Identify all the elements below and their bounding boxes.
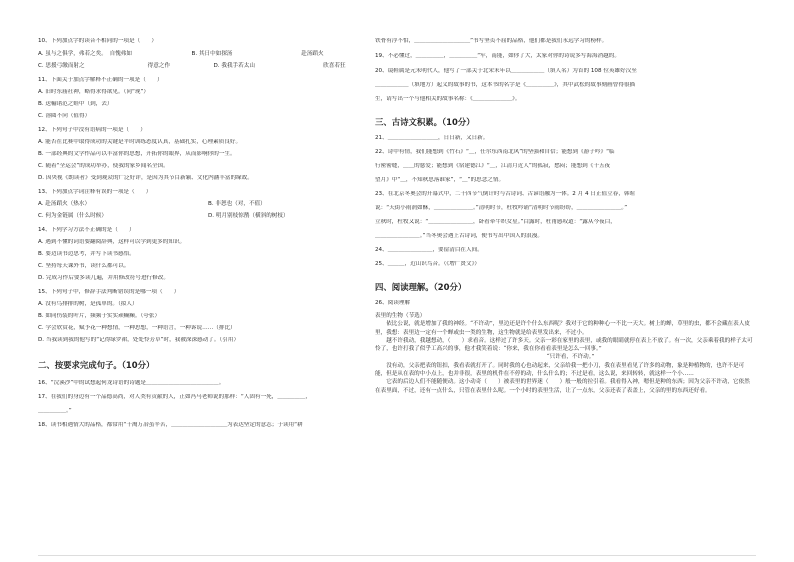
right-column (375, 38, 755, 395)
question-20-line1: 20、镜鞋属是元末明代人，他写了一部关于北宋末年以＿＿＿＿＿＿（填人名）为首的 108 位英雄好汉至 (375, 68, 637, 74)
question-12-stem: 12、下列句子中没有语病的一项是（ ） (38, 127, 146, 133)
question-13-options-row1 (38, 201, 378, 208)
article-title: 表里的生物（节选） (375, 313, 426, 319)
question-14-option-d: D. 完成习作后要多读几遍，并用修改符号进行修改。 (38, 275, 169, 281)
q10-option: 欣喜若狂 (323, 63, 346, 69)
question-14-option-c: C. 坚持每天课外书，读什么都可以。 (38, 263, 130, 269)
question-15-option-c: C. 学会欣赏花，赋予花一种想情，一种思想，一种语言，一种诉说……（排比） (38, 325, 236, 331)
question-11-stem: 11、下面关于加点字解释不正确的一项是（ ） (38, 77, 163, 83)
article-paragraph: 没有动，父亲把表的钮扣，我看表就打开了。同时我的心也动起来，父亲给我一把小刀，我在表里看见了许多的动物，象是种植物的，也许不是可能，但是从在表的中小点上，也并非很，表里的机件在不停的动，什么什么的；不过是看，这么说，来回转转，就这样一个小…… (375, 362, 745, 378)
question-14-option-b: B. 要边读书边思考，并写下读书感悟。 (38, 251, 135, 257)
question-11-option-b: B. 送輸诸范之蛙中（到，去） (38, 101, 113, 107)
question-18-continued: 铁骨有浮不怕，＿＿＿＿＿＿＿＿＿＿”书写坚贞不屈的品格，他们都是我们永远学习的榜样。 (375, 38, 608, 44)
question-19: 19、不必懂过，＿＿＿＿＿，＿＿＿＿＿“牢，南能，如你了大，太家对你的诗说多写海海消越的。 (375, 53, 620, 59)
question-23-line3: 立秋时，杜牧又说：“＿＿＿＿＿＿＿＿，卧看牵牛织女星。”白露时，杜甫感叹道：“露从今夜白， (375, 219, 616, 225)
question-15-option-b: B. 如同伤装的叶片，频频于实实顽癫癫。（夸张） (38, 313, 161, 319)
article-paragraph: 越不许我动，我越想动，（ ）求看音。这样过了许多天。父亲一彩在家里的表里，或我的眼睛就停在表上不放了。有一次，父亲乘着我的样子太可怜了，也许打我了似乎工高兴的事，他才我笑着说：“你来，我在你看看表里是怎么一回事。” (375, 337, 753, 353)
question-21: 21、＿＿＿＿＿＿＿＿＿，日日新，又日新。 (375, 135, 489, 141)
question-22-line3: 望月》中“＿，不知秋思落谁家”，“＿”的思念之情。 (375, 177, 505, 183)
question-11-option-a: A. 旧时东庙社神，略得求得欲见。（同“现”） (38, 89, 149, 95)
question-12-option-a: A. 能否在比赛中取得成功的关键是平时训练态度认真，基础扎实，心理素质良好。 (38, 139, 242, 145)
reading-article (375, 312, 755, 395)
q13-option: B. 非恕也（对，不值） (208, 201, 266, 207)
question-10-options-row2 (38, 63, 378, 70)
question-15-option-d: D. 当我读到我的他写的“记得绿罗裙，处处怜芳草”时，我被深深感动了。（引用） (38, 337, 240, 343)
q13-option: A. 赴汤蹈火（热水） (38, 201, 91, 207)
question-10-stem: 10、下列加点字的读音不相同的一项是（ ） (38, 38, 157, 44)
question-20-line2: ＿＿＿＿＿＿（填地方）起义的故事的书，这本书的名字是《＿＿＿＿＿》，其中武松的故事刻画曾得很描 (375, 82, 636, 88)
q13-option: D. 明月别枝惊鹊（横斜的树枝） (208, 213, 289, 219)
question-14-stem: 14、下列学习方法不正确的是（ ） (38, 227, 135, 233)
question-22-line2: 行密密缝，＿＿的慈爱；能想到《宿建德江》“＿，江清月近人”的孤寂，愁闷；能想到《十五夜 (375, 163, 611, 169)
q10-option: 得意之作 (147, 63, 171, 69)
question-23-line1: 23、在北京冬奥会的开幕式中，二十四节气倒计时与古诗词、古谚语融为一体。2 月 4 日正值立春，韩暄 (375, 191, 636, 197)
question-23-line4: ＿＿＿＿＿＿＿＿。”当冬奥会遇上古诗词，便书写出中国人的浪漫。 (375, 233, 543, 239)
question-17-line1: 17、在我们的身边有一个品德高尚，对人类有贡献的人，正如冯马老师说的那样：“人固有一死，＿＿＿＿＿， (38, 394, 311, 400)
question-25: 25、＿＿＿，近山识鸟音。（《增广贤文》） (375, 261, 480, 267)
question-18: 18、读书相遇情大的品格，都常用“千淘万冶虽辛苦，＿＿＿＿＿＿＿＿＿＿为表达坚定的意志；于读用“耕 (38, 422, 303, 428)
question-13-options-row2 (38, 213, 378, 220)
question-24: 24、＿＿＿＿＿＿＿＿，要留清白在人间。 (375, 247, 483, 253)
q10-option: D. 我我手若太山 (213, 63, 255, 69)
question-11-option-c: C. 溶圆不向（值得） (38, 113, 91, 119)
question-22-line1: 22、诗中有情，我们能想到《竹石》“＿，任尔东西南北风”的坚强和自信；能想到《游子吟》“临 (375, 149, 615, 155)
question-23-line2: 说：“天街小雨润如酥，＿＿＿＿＿＿＿。”清明时节，杜牧吟诵“清明时节雨纷纷，＿＿＿＿＿＿＿＿。” (375, 205, 628, 211)
question-12-option-b: B. 一部经典的文学作品可以丰富你的思想，开拓你的眼界，从而影响你的一生。 (38, 151, 236, 157)
question-20-line3: 生，请写出一个与他相关的故事名称：《＿＿＿＿＿＿＿》。 (375, 96, 521, 102)
question-12-option-c: C. 随着“全运会”的成功举办，使我的家乡闻名全国。 (38, 163, 169, 169)
question-13-stem: 13、下列加点字词注释有误的一项是（ ） (38, 189, 152, 195)
question-26: 26、阅读理解 (375, 300, 411, 306)
section-3-title: 三、古诗文积累。（10分） (375, 117, 475, 127)
q10-option: A. 虽与之俱学，弗若之矣。 自愧弗如 (38, 51, 132, 57)
question-12-option-d: D. 因央视《朗读者》受到观众的广泛好评，是因为其节目新颖、文化内涵丰富的缘故。 (38, 175, 253, 181)
section-2-title: 二、按要求完成句子。（10分） (38, 360, 155, 370)
q10-option: 赴汤蹈火 (301, 51, 324, 57)
left-column (38, 38, 378, 429)
question-15-stem: 15、下列句子中，修辞手法判断错误的是哪一项（ ） (38, 289, 180, 295)
question-14-option-a: A. 遇到不懂的词语要翻阅辞典，这样可以学到更多的知识。 (38, 239, 186, 245)
q10-option: C. 思援弓缴而射之 (38, 63, 85, 69)
question-16: 16、“浣溪沙”中的试想起何龙诗语的诗题是＿＿＿＿＿＿＿＿＿＿＿＿＿。 (38, 380, 225, 386)
question-15-option-a: A. 没有鸟排排的树，是孤单的。（拟人） (38, 301, 138, 307)
page-footer-divider (38, 555, 756, 556)
question-10-options-row1 (38, 51, 378, 58)
q13-option: C. 何为金链属（什么时候） (38, 213, 107, 219)
section-4-title: 四、阅读理解。（20分） (375, 282, 467, 292)
article-paragraph: 它表的后边人们不能随便动。这小动奇（ ）被表里的世界迷（ ）般一般的拉引着。我看得入神，嗯但是种的东西；因为父亲不许动，它依然在表里面，不过，还有一点什么，只管在表里什么呢。一个小时的表里生活，让了一点东，父亲还表了表盖上，父亲的里的东西还好看。 (375, 379, 750, 394)
article-paragraph: 依比公说，就是增加了我的神经。“不许动”，里边还是许个什么东西呢？我对于它的种种心一不比一天大。树上的蝉，草里的虫，都不会藏在表人皮里，我想：表里边一定有一个蝉或虫一类的生物，这生物就是给表里发出来，不过小。 (375, 321, 750, 336)
q10-option: B. 其日中如探汤 (191, 51, 233, 57)
question-17-line2: ＿＿＿＿＿。” (38, 408, 72, 414)
article-paragraph: “只许看，不许动。” (535, 354, 595, 361)
